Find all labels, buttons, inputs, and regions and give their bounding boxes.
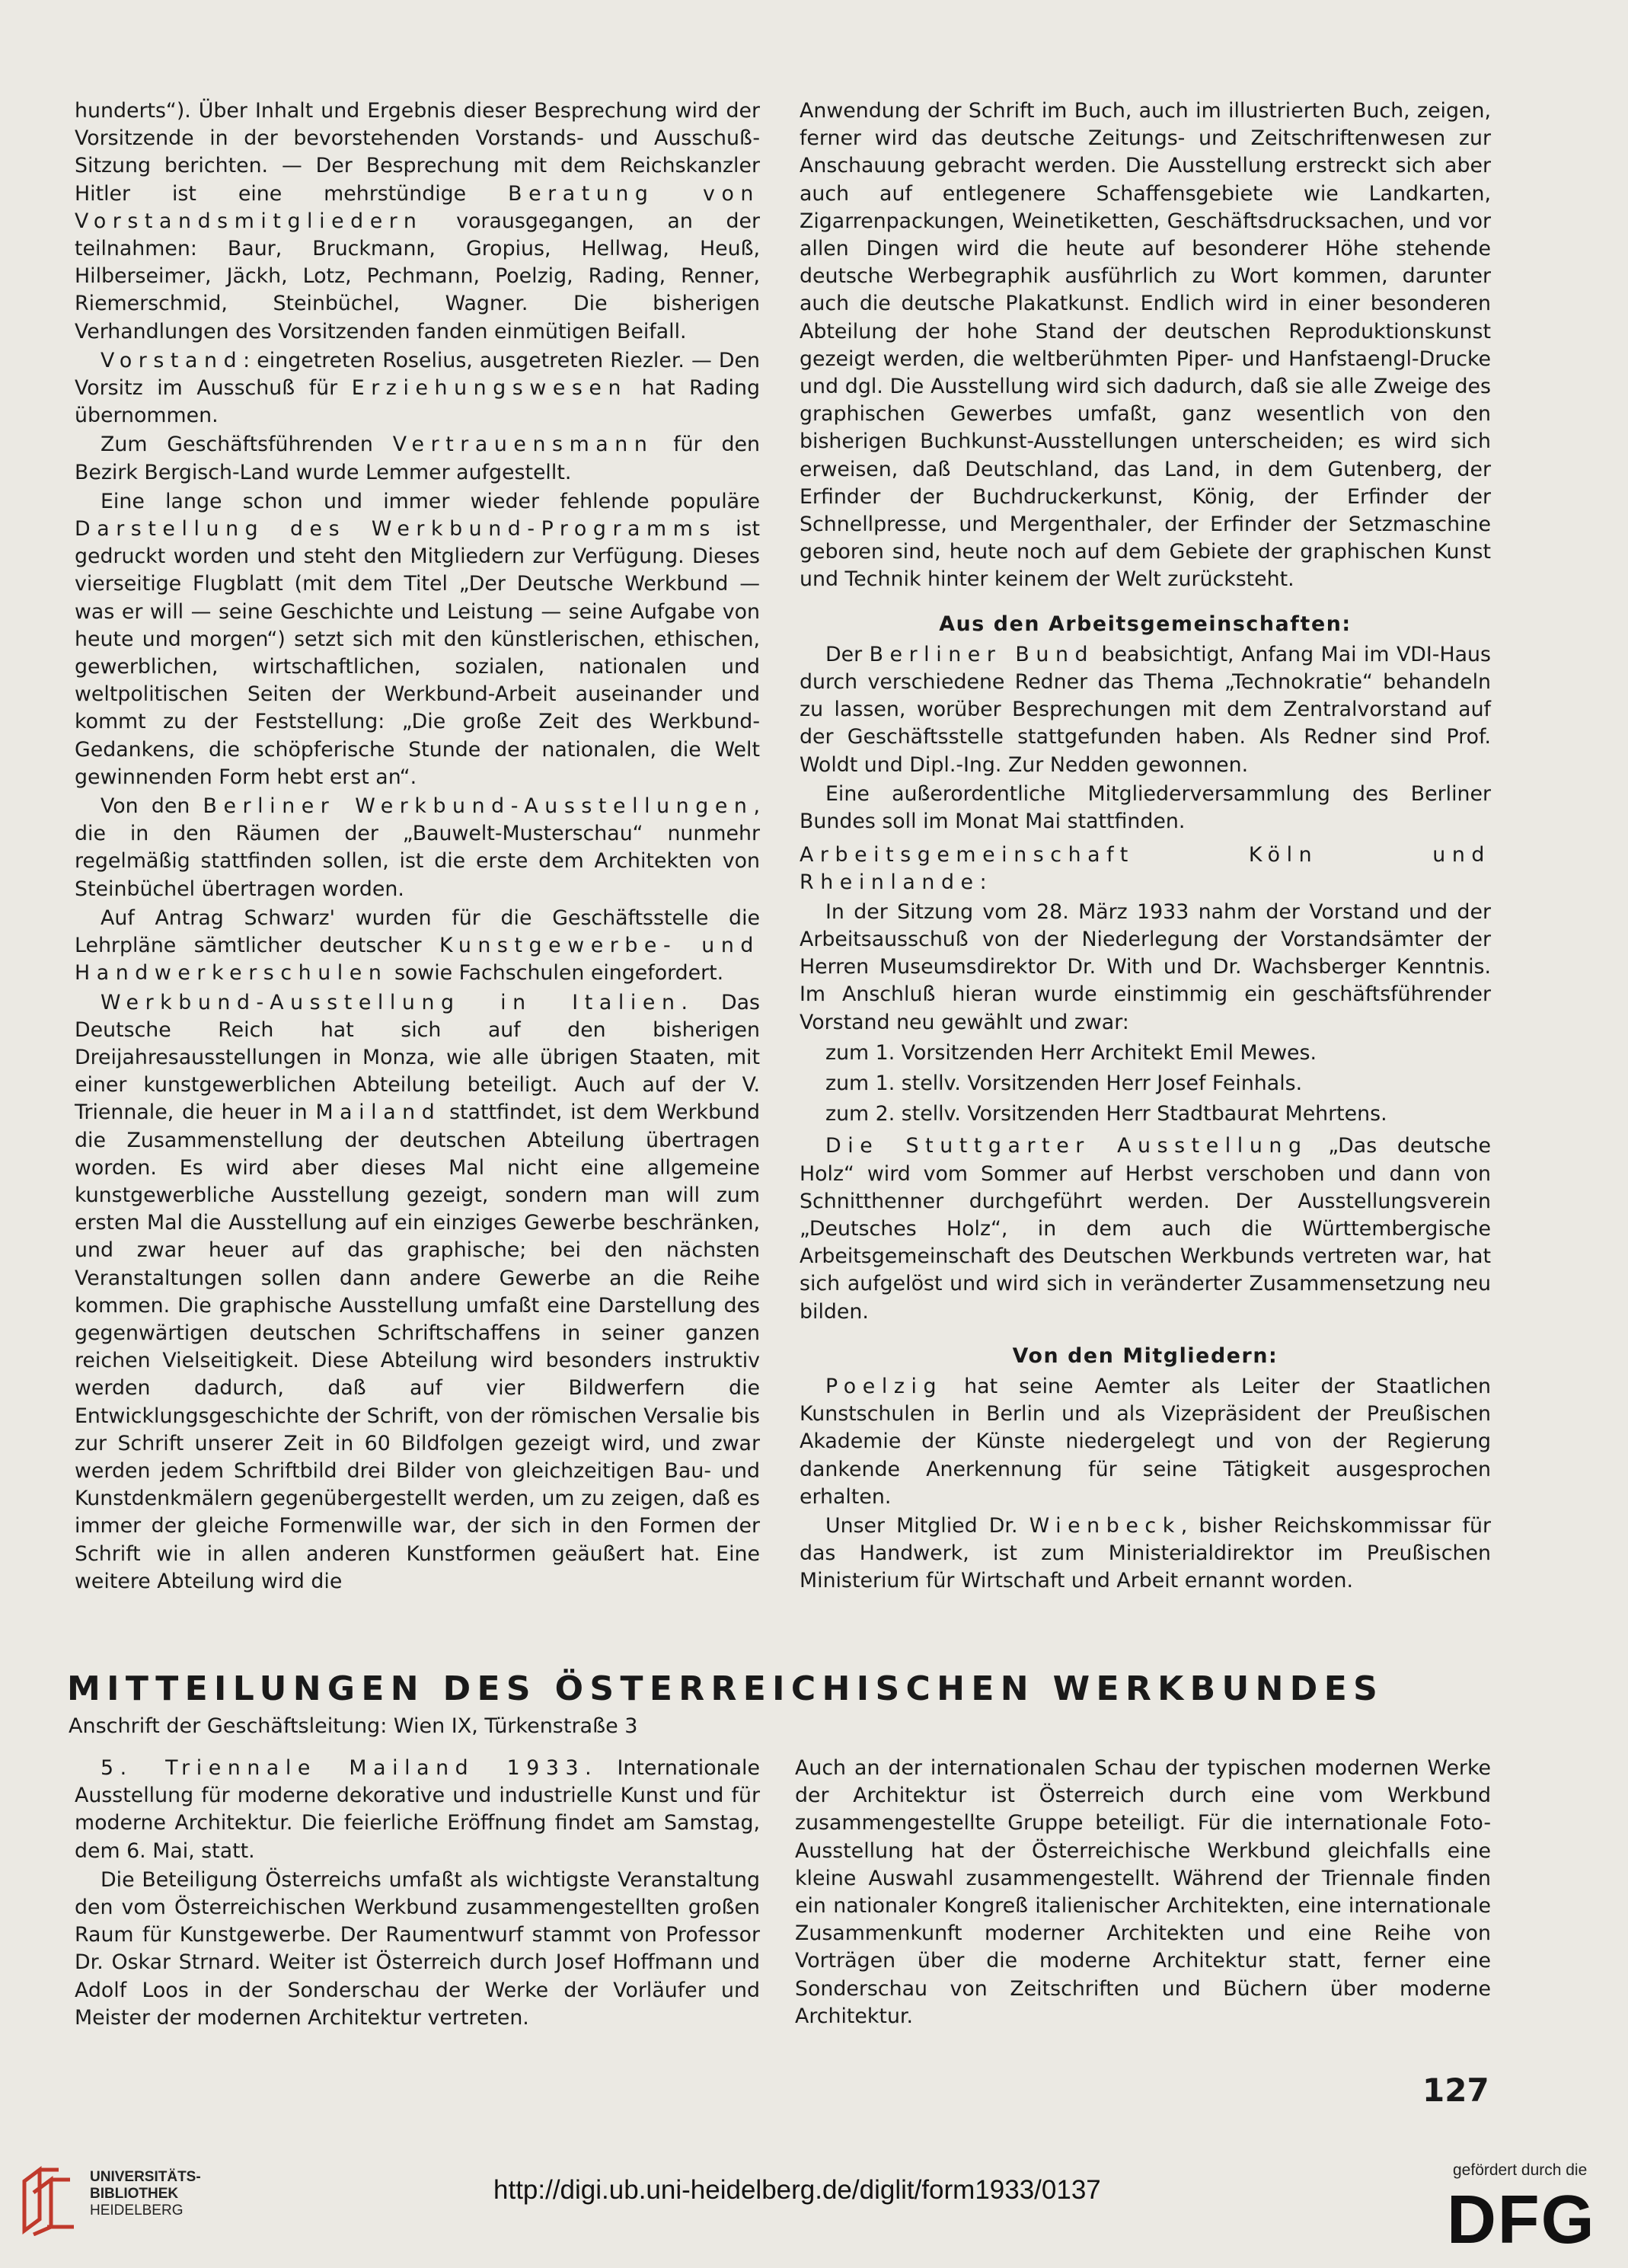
- paragraph: Werkbund-Ausstellung in Italien. Das Deutsche Reich hat sich auf den bisherigen Dreijahresausstellungen in Monza, wie alle übrigen Staaten, mit einer kunstgewerblichen Abteilung beteiligt. Auch auf der V. Triennale, die heuer in Mailand stattfindet, ist dem Werkbund die Zusammenstellung der deutschen Abteilung übertragen worden. Es wird aber dieses Mal nicht eine allgemeine kunstgewerbliche Ausstellung gezeigt, sondern man will zum ersten Mal die Ausstellung auf ein einziges Gewerbe beschränken, und zwar heuer auf das graphische; bei den nächsten Veranstaltungen sollen dann andere Gewerbe an die Reihe kommen. Die graphische Ausstellung umfaßt eine Darstellung des gegenwärtigen deutschen Schriftschaffens in seiner ganzen reichen Vielseitigkeit. Diese Abteilung wird besonders instruktiv werden dadurch, daß auf vier Bildwerfern die Entwicklungsgeschichte der Schrift, von der römischen Versalie bis zur Schrift unserer Zeit in 60 Bildfolgen gezeigt wird, und zwar werden jedem Schriftbild drei Bilder von gleichzeitigen Bau- und Kunstdenkmälern gegenübergestellt werden, um zu zeigen, daß es immer der gleiche Formenwille war, der sich in den Formen der Schrift wie in allen anderen Kunstformen geäußert hat. Eine weitere Abteilung wird die: [75, 990, 760, 1593]
- list-item: zum 1. Vorsitzenden Herr Architekt Emil Mewes.: [825, 1040, 1317, 1065]
- paragraph: Die Stuttgarter Ausstellung „Das deutsche Holz“ wird vom Sommer auf Herbst verschoben und dann von Schnitthenner durchgeführt werden. Der Ausstellungsverein „Deutsches Holz“, in dem auch die Württembergische Arbeitsgemeinschaft des Deutschen Werkbunds vertreten war, hat sich aufgelöst und wird sich in veränderter Zusammensetzung neu bilden.: [800, 1134, 1491, 1324]
- right-column-bottom: [795, 1755, 1491, 2030]
- paragraph: Die Beteiligung Österreichs umfaßt als wichtigste Veranstaltung den vom Österreichischen Werkbund zusammengestellten großen Raum für Kunstgewerbe. Der Raumentwurf stammt von Professor Dr. Oskar Strnard. Weiter ist Österreich durch Josef Hoffmann und Adolf Loos in der Sonderschau der Werke der Vorläufer und Meister der modernen Architektur vertreten.: [75, 1867, 760, 2030]
- section-heading: Von den Mitgliedern:: [1012, 1343, 1278, 1368]
- section-heading: Aus den Arbeitsgemeinschaften:: [939, 612, 1352, 636]
- paragraph: 5. Triennale Mailand 1933. Internationale Ausstellung für moderne dekorative und industrielle Kunst und für moderne Architektur. Die feierliche Eröffnung findet am Samstag, dem 6. Mai, statt.: [75, 1756, 760, 1863]
- footer: [0, 2131, 1628, 2268]
- subheading: Arbeitsgemeinschaft Köln und Rheinlande:: [800, 843, 1491, 895]
- list-item: zum 1. stellv. Vorsitzenden Herr Josef Feinhals.: [825, 1071, 1303, 1095]
- section-address: Anschrift der Geschäftsleitung: Wien IX, Türkenstraße 3: [69, 1714, 638, 1738]
- paragraph: Zum Geschäftsführenden Vertrauensmann für den Bezirk Bergisch-Land wurde Lemmer aufgestellt.: [75, 433, 761, 484]
- paragraph: Von den Berliner Werkbund-Ausstellungen, die in den Räumen der „Bauwelt-Musterschau“ nunmehr regelmäßig stattfinden sollen, ist die erste dem Architekten von Steinbüchel übertragen worden.: [75, 794, 760, 901]
- paragraph: Auf Antrag Schwarz' wurden für die Geschäftsstelle die Lehrpläne sämtlicher deutscher Kunstgewerbe- und Handwerkerschulen sowie Fachschulen eingefordert.: [75, 906, 760, 985]
- paragraph: Vorstand: eingetreten Roselius, ausgetreten Riezler. — Den Vorsitz im Ausschuß für Erziehungswesen hat Rading übernommen.: [75, 348, 760, 428]
- left-column-bottom: [75, 1755, 760, 2032]
- paragraph: Der Berliner Bund beabsichtigt, Anfang Mai im VDI-Haus durch verschiedene Redner das Thema „Technokratie“ behandeln zu lassen, worüber Besprechungen mit dem Zentralvorstand auf der Geschäftsstelle stattgefunden haben. Als Redner sind Prof. Woldt und Dipl.-Ing. Zur Nedden gewonnen.: [800, 642, 1491, 777]
- library-name: UNIVERSITÄTS- BIBLIOTHEK HEIDELBERG: [90, 2169, 201, 2218]
- board-list: [800, 1040, 1491, 1129]
- paragraph: In der Sitzung vom 28. März 1933 nahm der Vorstand und der Arbeitsausschuß von der Niederlegung der Vorstandsämter der Herren Museumsdirektor Dr. With und Dr. Wachsberger Kenntnis. Im Anschluß hieran wurde einstimmig ein geschäftsführender Vorstand neu gewählt und zwar:: [800, 899, 1491, 1034]
- page-number: 127: [1422, 2072, 1489, 2109]
- list-item: zum 2. stellv. Vorsitzenden Herr Stadtbaurat Mehrtens.: [825, 1102, 1387, 1126]
- paragraph: Poelzig hat seine Aemter als Leiter der Staatlichen Kunstschulen in Berlin und als Vizepräsident der Preußischen Akademie der Künste niedergelegt und von der Regierung dankende Anerkennung für seine Tätigkeit ausgesprochen erhalten.: [800, 1374, 1491, 1509]
- paragraph: Anwendung der Schrift im Buch, auch im illustrierten Buch, zeigen, ferner wird das deutsche Zeitungs- und Zeitschriftenwesen zur Anschauung gebracht werden. Die Ausstellung erstreckt sich aber auch auf entlegenere Schaffensgebiete wie Landkarten, Zigarrenpackungen, Weinetiketten, Geschäftsdrucksachen, und vor allen Dingen wird die heute auf besonderer Höhe stehende deutsche Werbegraphik ausführlich zu Wort kommen, darunter auch die deutsche Plakatkunst. Endlich wird in einer besonderen Abteilung der hohe Stand der deutschen Reproduktionskunst gezeigt werden, die weltberühmten Piper- und Hanfstaengl-Drucke und dgl. Die Ausstellung wird sich dadurch, daß sie alle Zweige des graphischen Gewerbes umfaßt, ganz wesentlich von den bisherigen Buchkunst-Ausstellungen unterscheiden; es wird sich erweisen, daß Deutschland, das Land, in dem Gutenberg, der Erfinder der Buchdruckerkunst, König, der Erfinder der Schnellpresse, und Mergenthaler, der Erfinder der Setzmaschine geboren sind, heute noch auf dem Gebiete der graphischen Kunst und Technik hinter keinem der Welt zurücksteht.: [800, 99, 1491, 592]
- funding-label: gefördert durch die: [1453, 2161, 1588, 2179]
- library-logo-icon: [17, 2166, 87, 2236]
- paragraph: Auch an der internationalen Schau der typischen modernen Werke der Architektur ist Österreich durch eine vom Werkbund zusammengestellte Gruppe beteiligt. Für die internationale Foto-Ausstellung hat der Österreichische Werkbund gleichfalls eine kleine Auswahl zusammengestellt. Während der Triennale finden ein nationaler Kongreß italienischer Architekten, eine internationale Zusammenkunft moderner Architekten und eine Reihe von Vorträgen über die moderne Architektur statt, ferner eine Sonderschau von Zeitschriften und Büchern über moderne Architektur.: [795, 1756, 1491, 2028]
- paragraph: Eine außerordentliche Mitgliederversammlung des Berliner Bundes soll im Monat Mai stattfinden.: [800, 781, 1491, 834]
- section-title: MITTEILUNGEN DES ÖSTERREICHISCHEN WERKBUNDES: [67, 1669, 1384, 1708]
- paragraph: Unser Mitglied Dr. Wienbeck, bisher Reichskommissar für das Handwerk, ist zum Ministerialdirektor im Preußischen Ministerium für Wirtschaft und Arbeit ernannt worden.: [800, 1513, 1492, 1593]
- permalink-url[interactable]: http://digi.ub.uni-heidelberg.de/diglit/form1933/0137: [493, 2175, 1101, 2205]
- right-column-top: [800, 97, 1491, 1596]
- paragraph: Eine lange schon und immer wieder fehlende populäre Darstellung des Werkbund-Programms ist gedruckt worden und steht den Mitgliedern zur Verfügung. Dieses vierseitige Flugblatt (mit dem Titel „Der Deutsche Werkbund — was er will — seine Geschichte und Leistung — seine Aufgabe von heute und morgen“) setzt sich mit den künstlerischen, ethischen, gewerblichen, wirtschaftlichen, sozialen, nationalen und weltpolitischen Seiten der Werkbund-Arbeit auseinander und kommt zu der Feststellung: „Die große Zeit des Werkbund-Gedankens, die schöpferische Stunde der nationalen, die Welt gewinnenden Form hebt erst an“.: [75, 489, 761, 789]
- paragraph: hunderts“). Über Inhalt und Ergebnis dieser Besprechung wird der Vorsitzende in der bevorstehenden Vorstands- und Ausschuß-Sitzung berichten. — Der Besprechung mit dem Reichskanzler Hitler ist eine mehrstündige Beratung von Vorstandsmitgliedern vorausgegangen, an der teilnahmen: Baur, Bruckmann, Gropius, Hellwag, Heuß, Hilberseimer, Jäckh, Lotz, Pechmann, Poelzig, Rading, Renner, Riemerschmid, Steinbüchel, Wagner. Die bisherigen Verhandlungen des Vorsitzenden fanden einmütigen Beifall.: [75, 99, 760, 343]
- dfg-logo: DFG: [1447, 2182, 1596, 2258]
- left-column-top: [75, 97, 760, 1596]
